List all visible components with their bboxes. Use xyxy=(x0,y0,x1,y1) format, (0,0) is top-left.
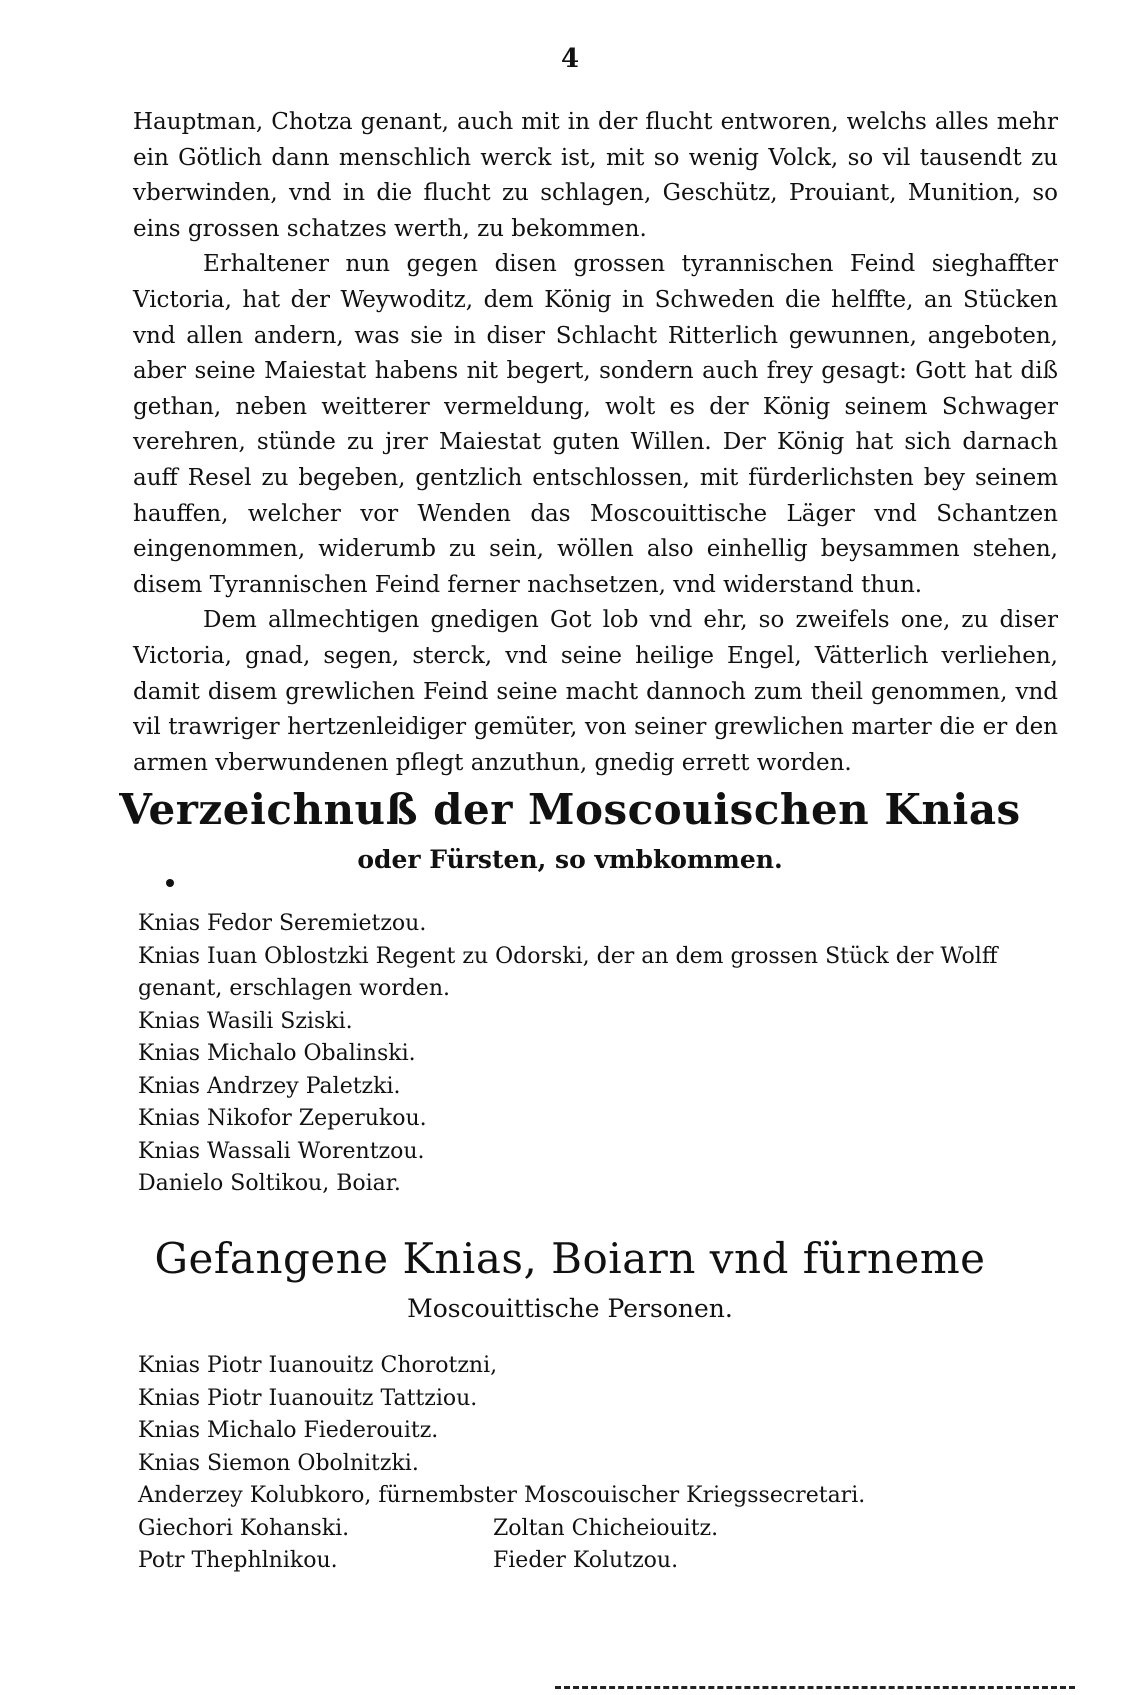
paragraph: Erhaltener nun gegen disen grossen tyrannischen Feind sieghaffter Victoria, hat der Weywoditz, dem König in Schweden die helffte, an Stücken vnd allen andern, was sie in diser Schlacht Ritterlich gewunnen, angeboten, aber seine Maiestat habens nit begert, sondern auch frey gesagt: Gott hat diß gethan, neben weitterer vermeldung, wolt es der König seinem Schwager verehren, stünde zu jrer Maiestat guten Willen. Der König hat sich darnach auff Resel zu begeben, gentzlich entschlossen, mit fürderlichsten bey seinem hauffen, welcher vor Wenden das Moscouittische Läger vnd Schantzen eingenommen, widerumb zu sein, wöllen also einhellig beysammen stehen, disem Tyrannischen Feind ferner nachsetzen, vnd widerstand thun. xyxy=(133,251,1058,598)
list-item: Fieder Kolutzou. xyxy=(493,1548,679,1573)
body-text xyxy=(133,105,1058,781)
list-item: Giechori Kohanski. xyxy=(138,1515,350,1541)
list-item: Danielo Soltikou, Boiar. xyxy=(138,1171,401,1196)
list-item: Knias Michalo Fiederouitz. xyxy=(138,1418,439,1443)
list-item: Knias Fedor Seremietzou. xyxy=(138,911,427,936)
captured-list xyxy=(138,1350,898,1578)
paragraph: Dem allmechtigen gnedigen Got lob vnd ehr, so zweifels one, zu diser Victoria, gnad, segen, sterck, vnd seine heilige Engel, Vätterlich verliehen, damit disem grewlichen Feind seine macht dannoch zum theil genommen, vnd vil trawriger hertzenleidiger gemüter, von seiner grewlichen marter die er den armen vberwundenen pflegt anzuthun, gnedig errett worden. xyxy=(133,607,1058,776)
list-item: Knias Piotr Iuanouitz Chorotzni, xyxy=(138,1353,498,1378)
list-item: Zoltan Chicheiouitz. xyxy=(493,1515,719,1541)
bullet-dot xyxy=(166,879,174,887)
list-item: Potr Thephlnikou. xyxy=(138,1548,338,1573)
bottom-rule xyxy=(555,1686,1075,1692)
section-killed-title: Verzeichnuß der Moscouischen Knias xyxy=(119,785,1021,834)
section-captured-title: Gefangene Knias, Boiarn vnd fürneme xyxy=(154,1234,986,1283)
list-item: Knias Michalo Obalinski. xyxy=(138,1041,416,1066)
killed-list xyxy=(138,908,1068,1201)
page-number: 4 xyxy=(560,44,580,74)
list-item-pair xyxy=(138,1513,898,1546)
list-item: Knias Iuan Oblostzki Regent zu Odorski, der an dem grossen Stück der Wolff genant, erschlagen worden. xyxy=(138,943,998,1001)
list-item: Knias Piotr Iuanouitz Tattziou. xyxy=(138,1385,478,1411)
section-captured-subtitle: Moscouittische Personen. xyxy=(407,1294,733,1323)
list-item: Knias Wassali Worentzou. xyxy=(138,1138,425,1164)
list-item-pair xyxy=(138,1545,898,1578)
list-item: Anderzey Kolubkoro, fürnembster Moscouischer Kriegssecretari. xyxy=(138,1483,866,1508)
list-item: Knias Wasili Sziski. xyxy=(138,1008,353,1034)
paragraph: Hauptman, Chotza genant, auch mit in der flucht entworen, welchs alles mehr ein Götlich dann menschlich werck ist, mit so wenig Volck, so vil tausendt zu vberwinden, vnd in die flucht zu schlagen, Geschütz, Prouiant, Munition, so eins grossen schatzes werth, zu bekommen. xyxy=(133,109,1058,242)
list-item: Knias Siemon Obolnitzki. xyxy=(138,1450,419,1476)
list-item: Knias Nikofor Zeperukou. xyxy=(138,1106,427,1131)
list-item: Knias Andrzey Paletzki. xyxy=(138,1073,401,1099)
section-killed-subtitle: oder Fürsten, so vmbkommen. xyxy=(357,845,783,874)
